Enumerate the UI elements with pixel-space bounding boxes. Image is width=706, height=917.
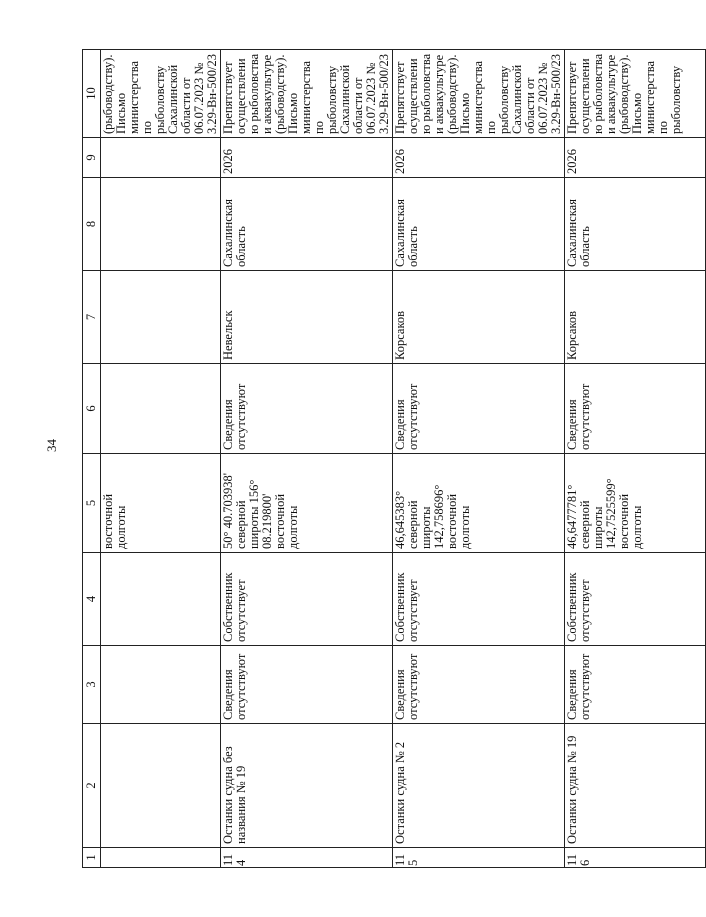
owner: Собственник отсутствует bbox=[221, 553, 393, 646]
column-header: 10 bbox=[83, 50, 101, 138]
object-name: Останки судна без названия № 19 bbox=[221, 724, 393, 848]
owner: Собственник отсутствует bbox=[393, 553, 565, 646]
coordinates: 46,645383° северной широты 142,758696° восточной долготы bbox=[393, 454, 565, 553]
justification: Препятствует осуществлению рыболовства и аквакультуре (рыбоводству). Письмо министерства по рыболовству Сахалинской области от 06.07.2023 № 3.29-Вн-500/23 bbox=[221, 50, 393, 138]
year bbox=[101, 138, 221, 178]
column-header: 8 bbox=[83, 178, 101, 271]
locality: Корсаков bbox=[565, 271, 706, 364]
column-header: 5 bbox=[83, 454, 101, 553]
column-header: 7 bbox=[83, 271, 101, 364]
details: Сведения отсутствуют bbox=[565, 364, 706, 454]
column-header: 2 bbox=[83, 724, 101, 848]
row-number bbox=[101, 848, 221, 868]
locality bbox=[101, 271, 221, 364]
justification: Препятствует осуществлению рыболовства и аквакультуре (рыбоводству). Письмо министерства по рыболовству bbox=[565, 50, 706, 138]
object-info: Сведения отсутствуют bbox=[221, 646, 393, 724]
coordinates: восточной долготы bbox=[101, 454, 221, 553]
object-name: Останки судна № 2 bbox=[393, 724, 565, 848]
object-info: Сведения отсутствуют bbox=[565, 646, 706, 724]
column-header: 9 bbox=[83, 138, 101, 178]
locality: Невельск bbox=[221, 271, 393, 364]
year: 2026 bbox=[565, 138, 706, 178]
coordinates: 50° 40.703938' северной широты 156° 08.219800' восточной долготы bbox=[221, 454, 393, 553]
rotated-table-container bbox=[82, 50, 683, 868]
table-row-114 bbox=[221, 50, 393, 868]
row-number: 116 bbox=[565, 848, 706, 868]
column-number-row bbox=[83, 50, 101, 868]
region bbox=[101, 178, 221, 271]
table-row-115 bbox=[393, 50, 565, 868]
row-number: 115 bbox=[393, 848, 565, 868]
registry-table bbox=[82, 49, 706, 868]
owner bbox=[101, 553, 221, 646]
table-row-116 bbox=[565, 50, 706, 868]
year: 2026 bbox=[221, 138, 393, 178]
owner: Собственник отсутствует bbox=[565, 553, 706, 646]
region: Сахалинская область bbox=[393, 178, 565, 271]
object-name: Останки судна № 19 bbox=[565, 724, 706, 848]
justification: (рыбоводству). Письмо министерства по рыболовству Сахалинской области от 06.07.2023 № 3.29-Вн-500/23 bbox=[101, 50, 221, 138]
details: Сведения отсутствуют bbox=[221, 364, 393, 454]
details: Сведения отсутствуют bbox=[393, 364, 565, 454]
page-number: 34 bbox=[44, 439, 59, 452]
column-header: 1 bbox=[83, 848, 101, 868]
details bbox=[101, 364, 221, 454]
year: 2026 bbox=[393, 138, 565, 178]
object-info: Сведения отсутствуют bbox=[393, 646, 565, 724]
row-number: 114 bbox=[221, 848, 393, 868]
object-info bbox=[101, 646, 221, 724]
table-row-continuation bbox=[101, 50, 221, 868]
column-header: 4 bbox=[83, 553, 101, 646]
object-name bbox=[101, 724, 221, 848]
region: Сахалинская область bbox=[565, 178, 706, 271]
justification: Препятствует осуществлению рыболовства и аквакультуре (рыбоводству). Письмо министерства по рыболовству Сахалинской области от 06.07.2023 № 3.29-Вн-500/23 bbox=[393, 50, 565, 138]
coordinates: 46,6477781° северной широты 142,7525599° восточной долготы bbox=[565, 454, 706, 553]
column-header: 3 bbox=[83, 646, 101, 724]
region: Сахалинская область bbox=[221, 178, 393, 271]
column-header: 6 bbox=[83, 364, 101, 454]
locality: Корсаков bbox=[393, 271, 565, 364]
